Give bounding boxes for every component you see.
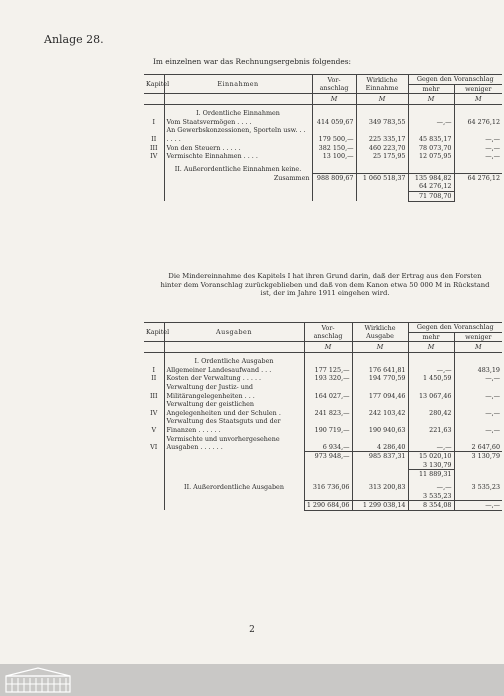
unit-mark: M (454, 94, 502, 105)
header-mehr: mehr (408, 332, 454, 342)
subtotal-row: 973 948,— 985 837,31 15 020,10 3 130,79 (144, 452, 502, 461)
header-wirkliche-einnahme: Wirkliche Einnahme (356, 75, 408, 94)
header-weniger: weniger (454, 332, 502, 342)
total-row: 1 290 684,06 1 299 038,14 8 354,08 —,— (144, 501, 502, 511)
mehr-deduction: 64 276,12 (408, 182, 454, 191)
section-heading: I. Ordentliche Einnahmen (164, 105, 312, 118)
ausgaben-table (144, 322, 502, 511)
library-building-icon (4, 666, 72, 694)
table-row: III Verwaltung der Justiz- und Militärangelegenheiten . . . 164 027,— 177 094,46 13 067,46 —,— (149, 382, 501, 400)
page-number: 2 (249, 625, 255, 635)
table-row: II. Außerordentliche Ausgaben 316 736,06 313 200,83 —,— 3 535,23 (144, 479, 502, 492)
table-row: IV Verwaltung der geistlichen Angelegenheiten und der Schulen . 241 823,— 242 103,42 280,42 —,— (150, 400, 501, 417)
mehr-deduction: 3 535,23 (408, 492, 454, 501)
mehr-net: 71 708,70 (408, 192, 454, 202)
total-row: Zusammen 988 809,67 1 060 518,37 135 984,82 64 276,12 (144, 173, 502, 182)
unit-mark: M (356, 94, 408, 105)
unit-mark: M (408, 342, 454, 353)
header-kapitel: Kapitel (144, 323, 164, 342)
header-einnahmen: Einnahmen (164, 75, 312, 94)
header-weniger: weniger (454, 84, 502, 94)
table-row: II An Gewerbskonzessionen, Sporteln usw. . . . . . . 179 500,— 225 335,17 45 835,17 —,— (151, 126, 501, 143)
header-gegen-voranschlag: Gegen den Voranschlag (408, 75, 502, 85)
header-mehr: mehr (408, 84, 454, 94)
header-ausgaben: Ausgaben (164, 323, 304, 342)
unit-mark: M (304, 342, 352, 353)
table-row: VI Vermischte und unvorhergesehene Ausgaben . . . . . . 6 934,— 4 286,40 —,— 2 647,60 (150, 434, 501, 452)
footer-bar (0, 664, 504, 696)
section-heading: I. Ordentliche Ausgaben (164, 353, 304, 366)
unit-mark: M (408, 94, 454, 105)
unit-mark: M (352, 342, 408, 353)
table-row: I Vom Staatsvermögen . . . . 414 059,67 349 783,55 —,— 64 276,12 (152, 117, 501, 126)
mehr-deduction: 3 130,79 (408, 461, 454, 470)
table-row: IV Vermischte Einnahmen . . . . 13 100,— 25 175,95 12 075,95 —,— (150, 152, 501, 161)
table-row: II Kosten der Verwaltung . . . . . 193 320,— 194 770,59 1 450,59 —,— (151, 374, 501, 383)
section-heading: II. Außerordentliche Einnahmen keine. (164, 161, 312, 174)
header-gegen-voranschlag: Gegen den Voranschlag (408, 323, 502, 333)
header-voranschlag: Vor- anschlag (304, 323, 352, 342)
header-kapitel: Kapitel (144, 75, 164, 94)
unit-mark: M (312, 94, 356, 105)
explanation-paragraph: Die Mindereinnahme des Kapitels I hat ihren Grund darin, daß der Ertrag aus den Forsten hinter dem Voranschlag zurückgeblieben und daß von dem Kanon etwa 50 000 M in Rückstand ist, der im Jahre 1911 eingehen wird. (160, 272, 490, 298)
intro-text: Im einzelnen war das Rechnungsergebnis folgendes: (153, 57, 351, 66)
mehr-net: 11 889,31 (408, 470, 454, 479)
table-row: III Von den Steuern . . . . . 382 150,— 460 223,70 78 073,70 —,— (149, 143, 501, 152)
unit-mark: M (454, 342, 502, 353)
table-row: V Verwaltung des Staatsguts und der Finanzen . . . . . . 190 719,— 190 940,63 221,63 —,— (151, 417, 501, 434)
table-row: I Allgemeiner Landesaufwand . . . 177 125,— 176 641,81 —,— 483,19 (152, 365, 501, 374)
appendix-label: Anlage 28. (44, 33, 104, 46)
einnahmen-table (144, 74, 502, 202)
header-wirkliche-ausgabe: Wirkliche Ausgabe (352, 323, 408, 342)
header-voranschlag: Vor- anschlag (312, 75, 356, 94)
